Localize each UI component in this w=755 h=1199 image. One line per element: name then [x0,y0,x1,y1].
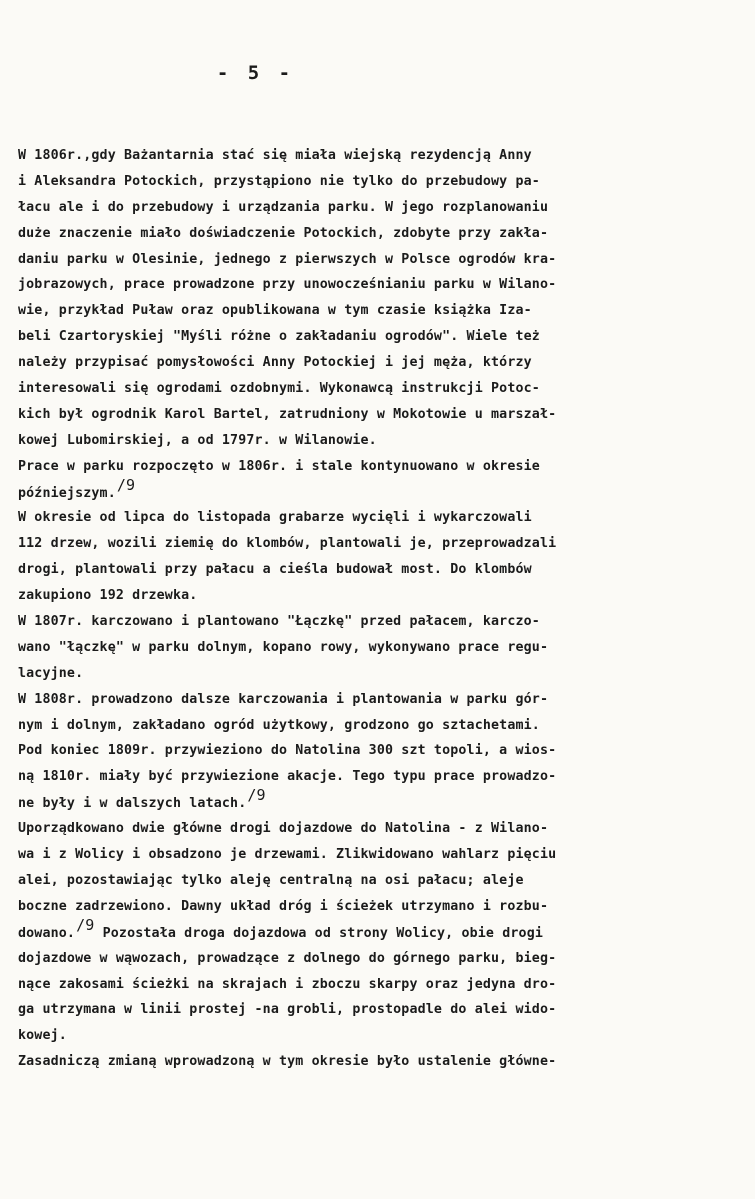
text-line: nym i dolnym, zakładano ogród użytkowy, grodzono go sztachetami. [18,717,540,733]
text-line: daniu parku w Olesinie, jednego z pierwszych w Polsce ogrodów kra- [18,251,557,267]
text-line: Pod koniec 1809r. przywieziono do Natolina 300 szt topoli, a wios- [18,743,557,759]
text-line: dojazdowe w wąwozach, prowadzące z dolnego do górnego parku, bieg- [18,950,557,966]
line-text: dowano. [18,925,76,941]
text-line: jobrazowych, prace prowadzone przy unowocześnianiu parku w Wilano- [18,277,557,293]
text-line: wa i z Wolicy i obsadzono je drzewami. Zlikwidowano wahlarz pięciu [18,847,557,863]
text-line: Prace w parku rozpoczęto w 1806r. i stale kontynuowano w okresie [18,458,540,474]
text-line: wano "łączkę" w parku dolnym, kopano rowy, wykonywano prace regu- [18,639,549,655]
text-line: W okresie od lipca do listopada grabarze wycięli i wykarczowali [18,510,532,526]
text-line: duże znaczenie miało doświadczenie Potockich, zdobyte przy zakła- [18,225,549,241]
line-text: późniejszym. [18,485,116,501]
text-line: Uporządkowano dwie główne drogi dojazdowe do Natolina - z Wilano- [18,821,549,837]
text-line: lacyjne. [18,665,84,681]
footnote-reference: /9 [76,915,95,934]
line-text: ne były i w dalszych latach. [18,796,247,812]
text-line: kowej Lubomirskiej, a od 1797r. w Wilanowie. [18,432,377,448]
line-text-continued: Pozostała droga dojazdowa od strony Wolicy, obie drogi [94,925,544,941]
text-line: W 1808r. prowadzono dalsze karczowania i plantowania w parku gór- [18,691,549,707]
text-line: Zasadniczą zmianą wprowadzoną w tym okresie było ustalenie główne- [18,1054,557,1070]
text-line: 112 drzew, wozili ziemię do klombów, plantowali je, przeprowadzali [18,536,557,552]
text-line: zakupiono 192 drzewka. [18,588,198,604]
text-line [18,915,742,946]
text-line: kich był ogrodnik Karol Bartel, zatrudniony w Mokotowie u marszał- [18,406,557,422]
footnote-reference: /9 [247,786,266,805]
text-line: należy przypisać pomysłowości Anny Potockiej i jej męża, którzy [18,355,532,371]
text-line: i Aleksandra Potockich, przystąpiono nie tylko do przebudowy pa- [18,173,540,189]
text-line: wie, przykład Puław oraz opublikowana w tym czasie książka Iza- [18,303,532,319]
text-line: ną 1810r. miały być przywiezione akacje. Tego typu prace prowadzo- [18,769,557,785]
text-line: ga utrzymana w linii prostej -na grobli, prostopadle do alei wido- [18,1002,557,1018]
text-line: beli Czartoryskiej "Myśli różne o zakładaniu ogrodów". Wiele też [18,329,540,345]
text-line: nące zakosami ścieżki na skrajach i zboczu skarpy oraz jedyna dro- [18,976,557,992]
text-line: W 1807r. karczowano i plantowano "Łączkę" przed pałacem, karczo- [18,614,540,630]
text-line: boczne zadrzewiono. Dawny układ dróg i ścieżek utrzymano i rozbu- [18,898,549,914]
text-line: drogi, plantowali przy pałacu a cieśla budował most. Do klombów [18,562,532,578]
page-number: - 5 - [216,62,295,84]
text-line: kowej. [18,1028,67,1044]
text-line: łacu ale i do przebudowy i urządzania parku. W jego rozplanowaniu [18,199,549,215]
text-line: alei, pozostawiając tylko aleję centralną na osi pałacu; aleje [18,872,524,888]
footnote-reference: /9 [116,475,136,494]
text-line: W 1806r.,gdy Bażantarnia stać się miała wiejską rezydencją Anny [18,148,532,163]
text-line [18,475,742,506]
document-body [18,143,742,1075]
text-line [18,786,742,816]
text-line: interesowali się ogrodami ozdobnymi. Wykonawcą instrukcji Potoc- [18,381,540,397]
